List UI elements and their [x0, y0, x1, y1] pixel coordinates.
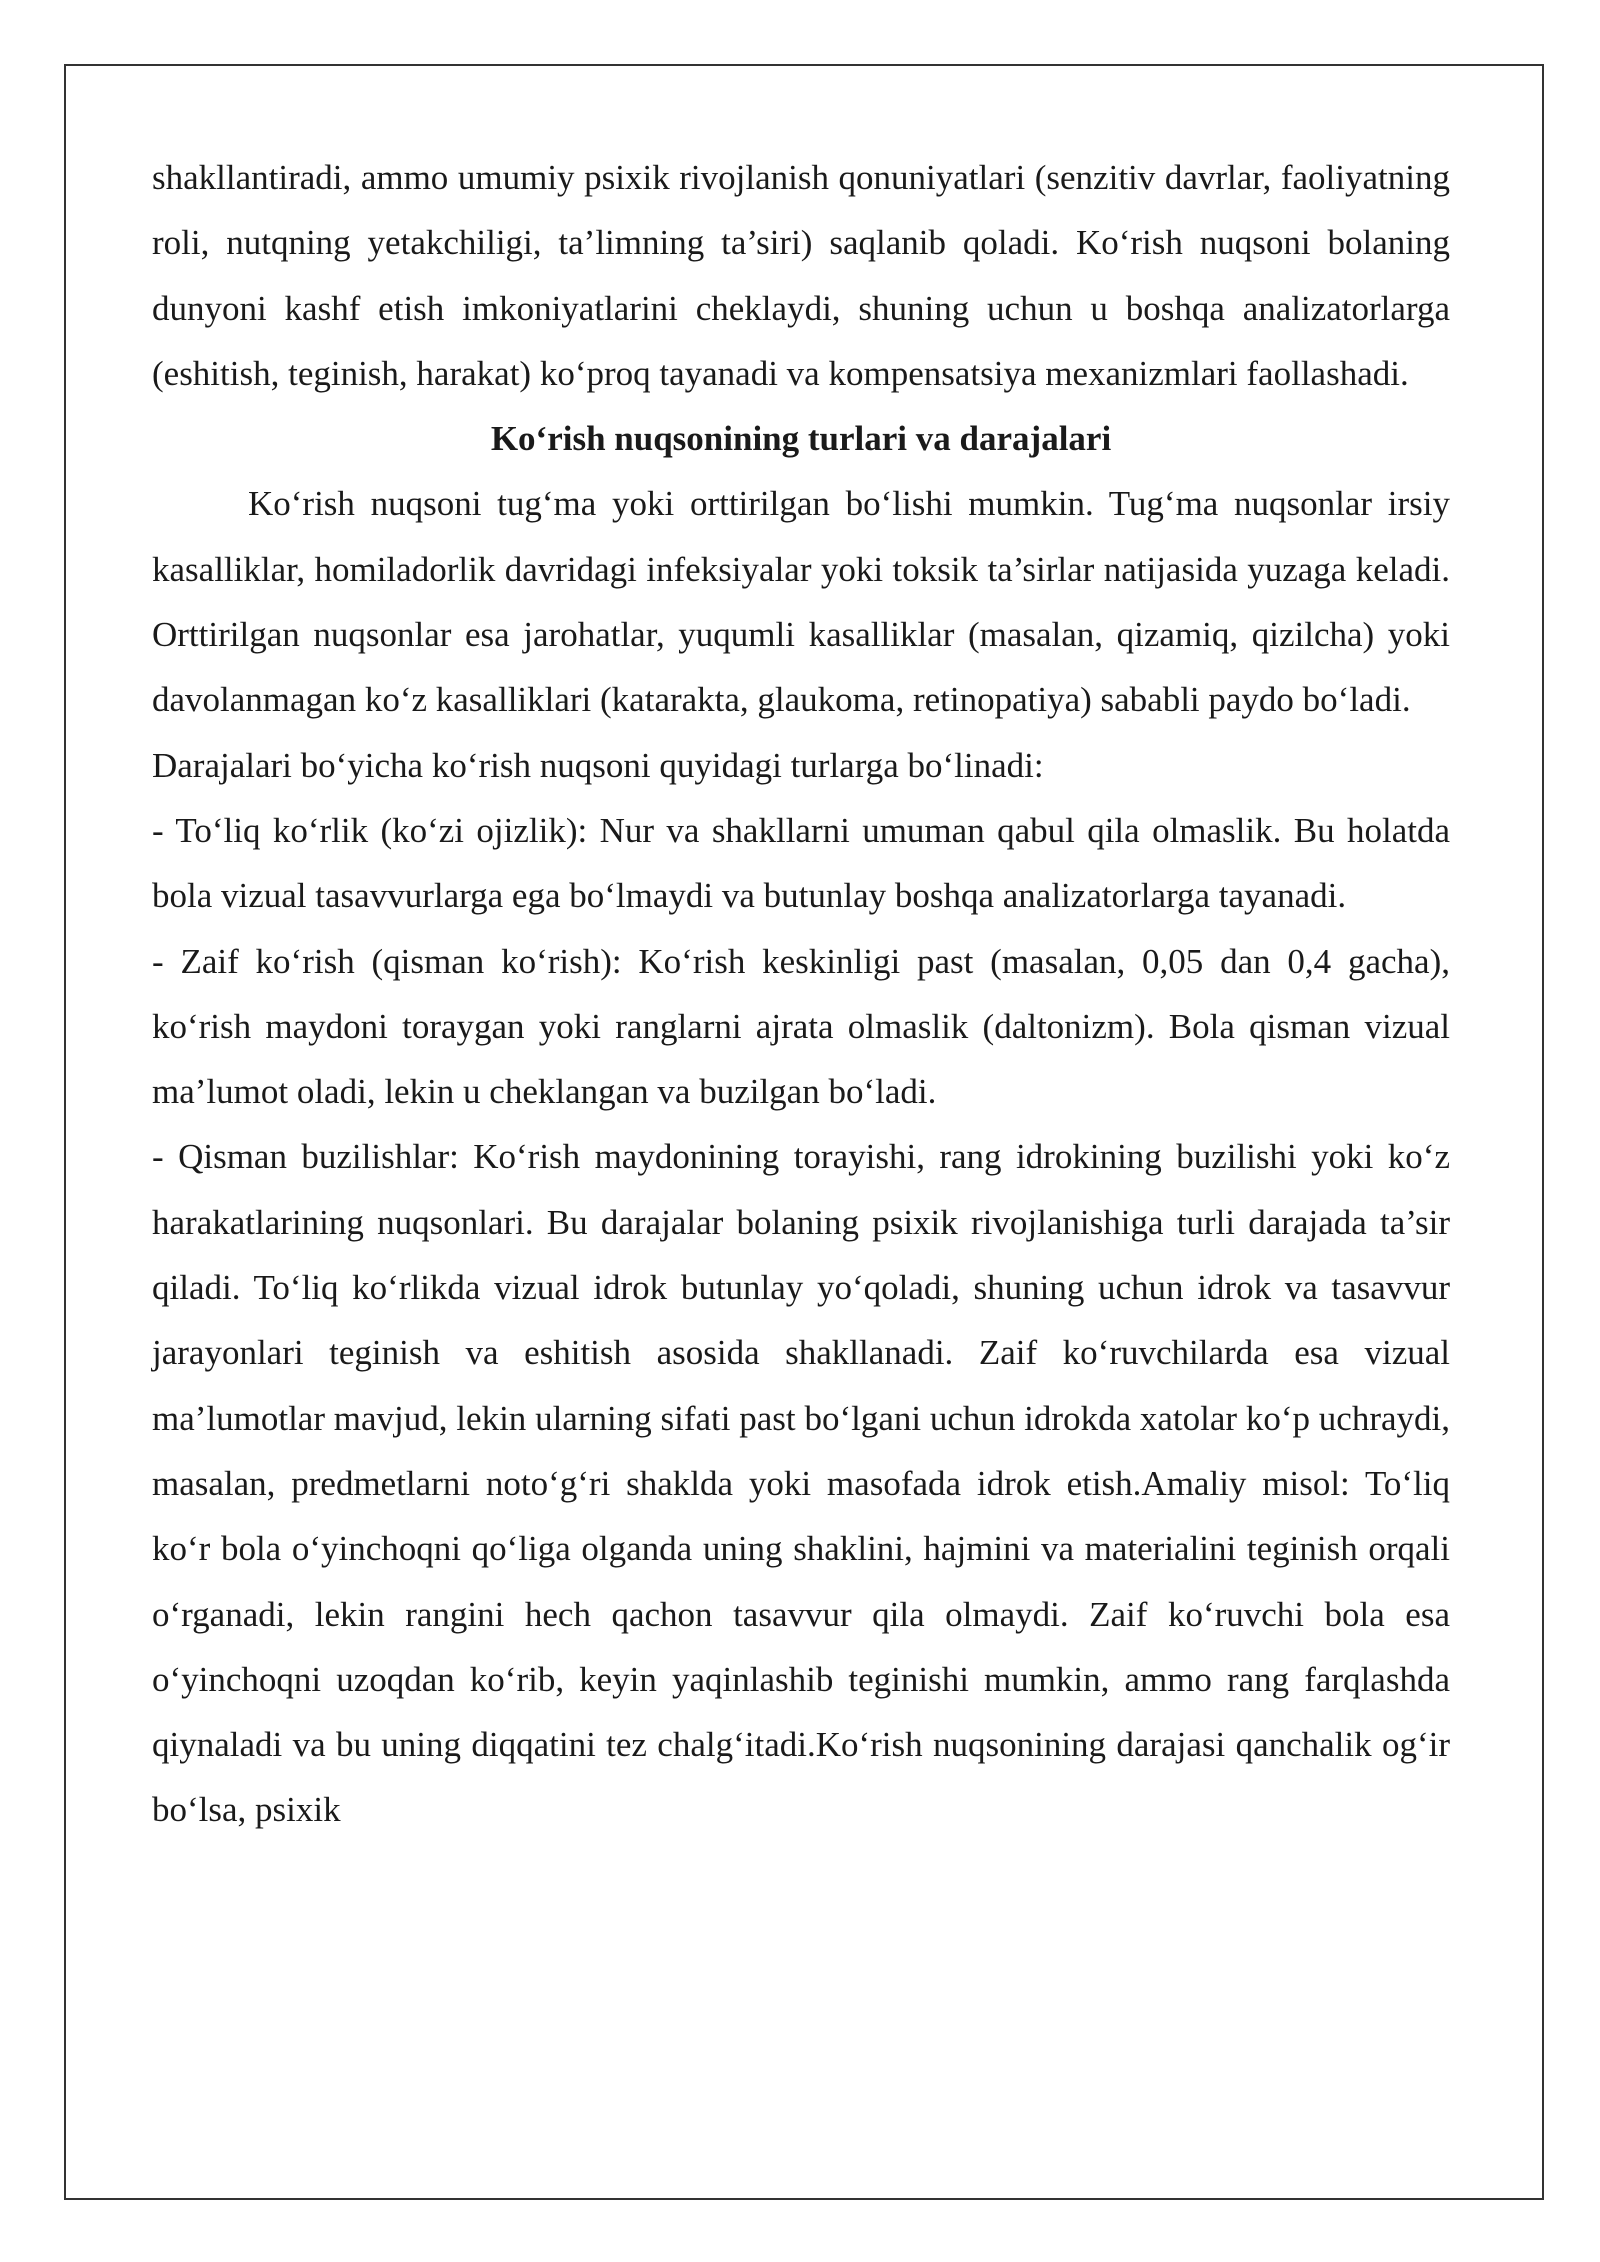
paragraph-intro: shakllantiradi, ammo umumiy psixik rivojlanish qonuniyatlari (senzitiv davrlar, faoliyatning roli, nutqning yetakchiligi, ta’limning ta’siri) saqlanib qoladi. Koʻrish nuqsoni bolaning dunyoni kashf etish imkoniyatlarini cheklaydi, shuning uchun u boshqa analizatorlarga (eshitish, teginish, harakat) koʻproq tayanadi va kompensatsiya mexanizmlari faollashadi. [152, 158, 1450, 393]
paragraph-causes: Koʻrish nuqsoni tugʻma yoki orttirilgan boʻlishi mumkin. Tugʻma nuqsonlar irsiy kasalliklar, homiladorlik davridagi infeksiyalar yoki toksik ta’sirlar natijasida yuzaga keladi. Orttirilgan nuqsonlar esa jarohatlar, yuqumli kasalliklar (masalan, qizamiq, qizilcha) yoki davolanmagan koʻz kasalliklari (katarakta, glaukoma, retinopatiya) sababli paydo boʻladi. [152, 484, 1450, 720]
section-heading: Koʻrish nuqsonining turlari va darajalari [490, 419, 1112, 459]
list-item-partial-impairment: - Qisman buzilishlar: Koʻrish maydonining torayishi, rang idrokining buzilishi yoki koʻz harakatlarining nuqsonlari. Bu darajalar bolaning psixik rivojlanishiga turli darajada ta’sir qiladi. Toʻliq koʻrlikda vizual idrok butunlay yoʻqoladi, shuning uchun idrok va tasavvur jarayonlari teginish va eshitish asosida shakllanadi. Zaif koʻruvchilarda esa vizual ma’lumotlar mavjud, lekin ularning sifati past boʻlgani uchun idrokda xatolar koʻp uchraydi, masalan, predmetlarni notoʻgʻri shaklda yoki masofada idrok etish.Amaliy misol: Toʻliq koʻr bola oʻyinchoqni qoʻliga olganda uning shaklini, hajmini va materialini teginish orqali oʻrganadi, lekin rangini hech qachon tasavvur qila olmaydi. Zaif koʻruvchi bola esa oʻyinchoqni uzoqdan koʻrib, keyin yaqinlashib teginishi mumkin, ammo rang farqlashda qiynaladi va bu uning diqqatini tez chalgʻitadi.Koʻrish nuqsonining darajasi qanchalik ogʻir boʻlsa, psixik [152, 1137, 1450, 1830]
list-item-total-blindness: - Toʻliq koʻrlik (koʻzi ojizlik): Nur va shakllarni umuman qabul qila olmaslik. Bu holatda bola vizual tasavvurlarga ega boʻlmaydi va butunlay boshqa analizatorlarga tayanadi. [152, 810, 1450, 916]
list-item-low-vision: - Zaif koʻrish (qisman koʻrish): Koʻrish keskinligi past (masalan, 0,05 dan 0,4 gacha), koʻrish maydoni toraygan yoki ranglarni ajrata olmaslik (daltonizm). Bola qisman vizual ma’lumot oladi, lekin u cheklangan va buzilgan boʻladi. [152, 941, 1450, 1112]
document-body [152, 145, 1450, 1843]
paragraph-degrees-intro: Darajalari boʻyicha koʻrish nuqsoni quyidagi turlarga boʻlinadi: [152, 745, 1044, 785]
